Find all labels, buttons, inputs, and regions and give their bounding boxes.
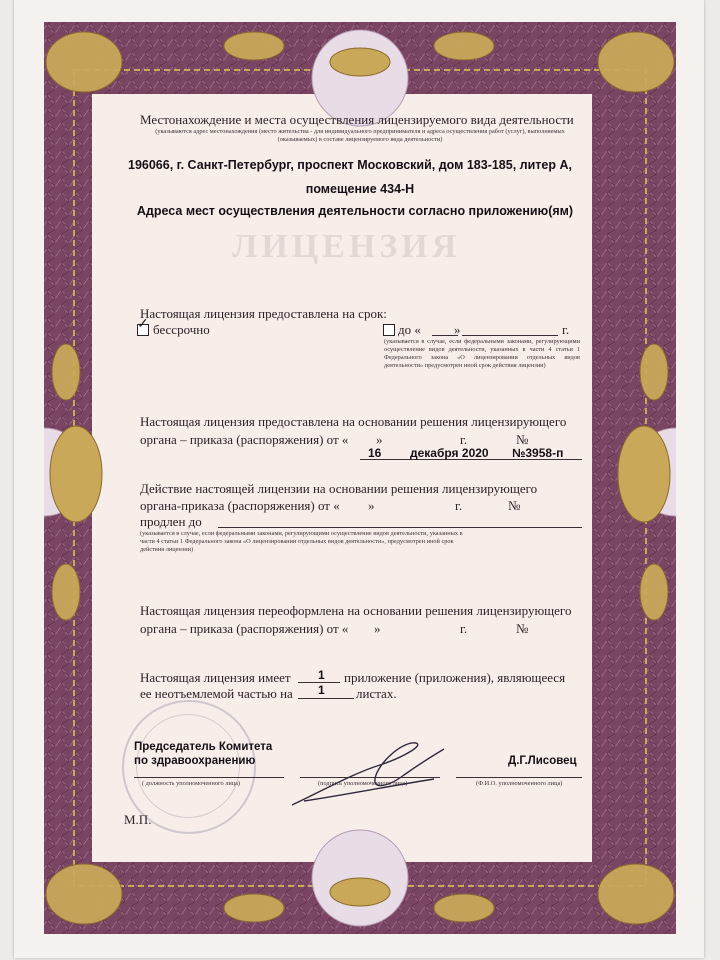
- annex-line-2-suffix: листах.: [356, 686, 397, 701]
- annex-count-2-line: [298, 698, 354, 699]
- annex-line-1-suffix: приложение (приложения), являющееся: [344, 670, 566, 685]
- basis-line-1: Настоящая лицензия предоставлена на основании решения лицензирующего: [140, 414, 567, 429]
- until-prefix: до «: [398, 322, 421, 337]
- extension-year-suffix: г.: [455, 498, 463, 513]
- address-line-1: 196066, г. Санкт-Петербург, проспект Московский, дом 183-185, литер А,: [128, 158, 572, 172]
- position-underline: [134, 777, 284, 778]
- term-note: (указывается в случае, если федеральными законами, регулирующими осуществление видов деятельности, указанных в части 4 статьи 1 Федерального закона «О лицензировании отдельных видов деятельности» предусмотрен иной срок действия лицензии): [384, 338, 580, 369]
- name-underline: [456, 777, 582, 778]
- reissue-close-quote: »: [374, 621, 381, 636]
- header-title: Местонахождение и места осуществления лицензируемого вида деятельности: [140, 112, 574, 127]
- position-line-1: Председатель Комитета: [134, 741, 273, 753]
- basis-day: 16: [368, 446, 382, 460]
- name-caption: (Ф.И.О. уполномоченного лица): [476, 780, 563, 787]
- basis-number: №3958-п: [512, 446, 564, 460]
- extension-line-1: Действие настоящей лицензии на основании решения лицензирующего: [140, 481, 538, 496]
- basis-number-sign: №: [516, 432, 529, 447]
- term-heading: Настоящая лицензия предоставлена на срок:: [140, 306, 387, 321]
- extension-line-2: органа-приказа (распоряжения) от «: [140, 498, 340, 513]
- annex-count-1: 1: [318, 668, 325, 682]
- until-month-line: [462, 335, 558, 336]
- until-mid: »: [454, 322, 461, 337]
- annex-line-1-prefix: Настоящая лицензия имеет: [140, 670, 291, 685]
- basis-year-suffix: г.: [460, 432, 468, 447]
- extension-extended-until: продлен до: [140, 514, 202, 529]
- until-suffix: г.: [562, 322, 570, 337]
- signature-scribble: [284, 735, 464, 815]
- basis-month-year: декабря 2020: [410, 446, 489, 460]
- checkmark-icon: ✓: [137, 317, 149, 332]
- address-line-2: помещение 434-Н: [305, 182, 415, 196]
- basis-line-2: органа – приказа (распоряжения) от «: [140, 432, 349, 447]
- reissue-line-2: органа – приказа (распоряжения) от «: [140, 621, 349, 636]
- reissue-line-1: Настоящая лицензия переоформлена на основании решения лицензирующего: [140, 603, 572, 618]
- extension-note: (указывается в случае, если федеральными законами, регулирующими осуществление видов деятельности, указанных в части 4 статьи 1 Федерального закона «О лицензировании отдельных видов деятельности», предусмотрен иной срок действия лицензии): [140, 530, 463, 553]
- until-checkbox[interactable]: [383, 324, 395, 336]
- reissue-number-sign: №: [516, 621, 529, 636]
- header-note: (указываются адрес местонахождения (место жительства - для индивидуального предпринимателя и адреса осуществления работ (услуг), выполняемых (оказываемых) в составе лицензируемого вида деятельности): [155, 128, 565, 143]
- watermark: ЛИЦЕНЗИЯ: [232, 228, 461, 265]
- annex-count-2: 1: [318, 683, 325, 697]
- signatory-name: Д.Г.Лисовец: [508, 755, 577, 767]
- annex-line-2-prefix: ее неотъемлемой частью на: [140, 686, 293, 701]
- basis-close-quote: »: [376, 432, 383, 447]
- reissue-year-suffix: г.: [460, 621, 468, 636]
- indefinite-label: бессрочно: [153, 322, 210, 337]
- address-line-3: Адреса мест осуществления деятельности согласно приложению(ям): [136, 204, 574, 218]
- signature-caption: (подпись уполномоченного лица): [318, 780, 408, 787]
- position-caption: ( должность уполномоченного лица): [142, 780, 240, 787]
- extension-number-sign: №: [508, 498, 521, 513]
- position-line-2: по здравоохранению: [134, 755, 256, 767]
- extension-underline: [218, 527, 582, 528]
- mp-label: М.П.: [124, 812, 152, 827]
- extension-close-quote: »: [368, 498, 375, 513]
